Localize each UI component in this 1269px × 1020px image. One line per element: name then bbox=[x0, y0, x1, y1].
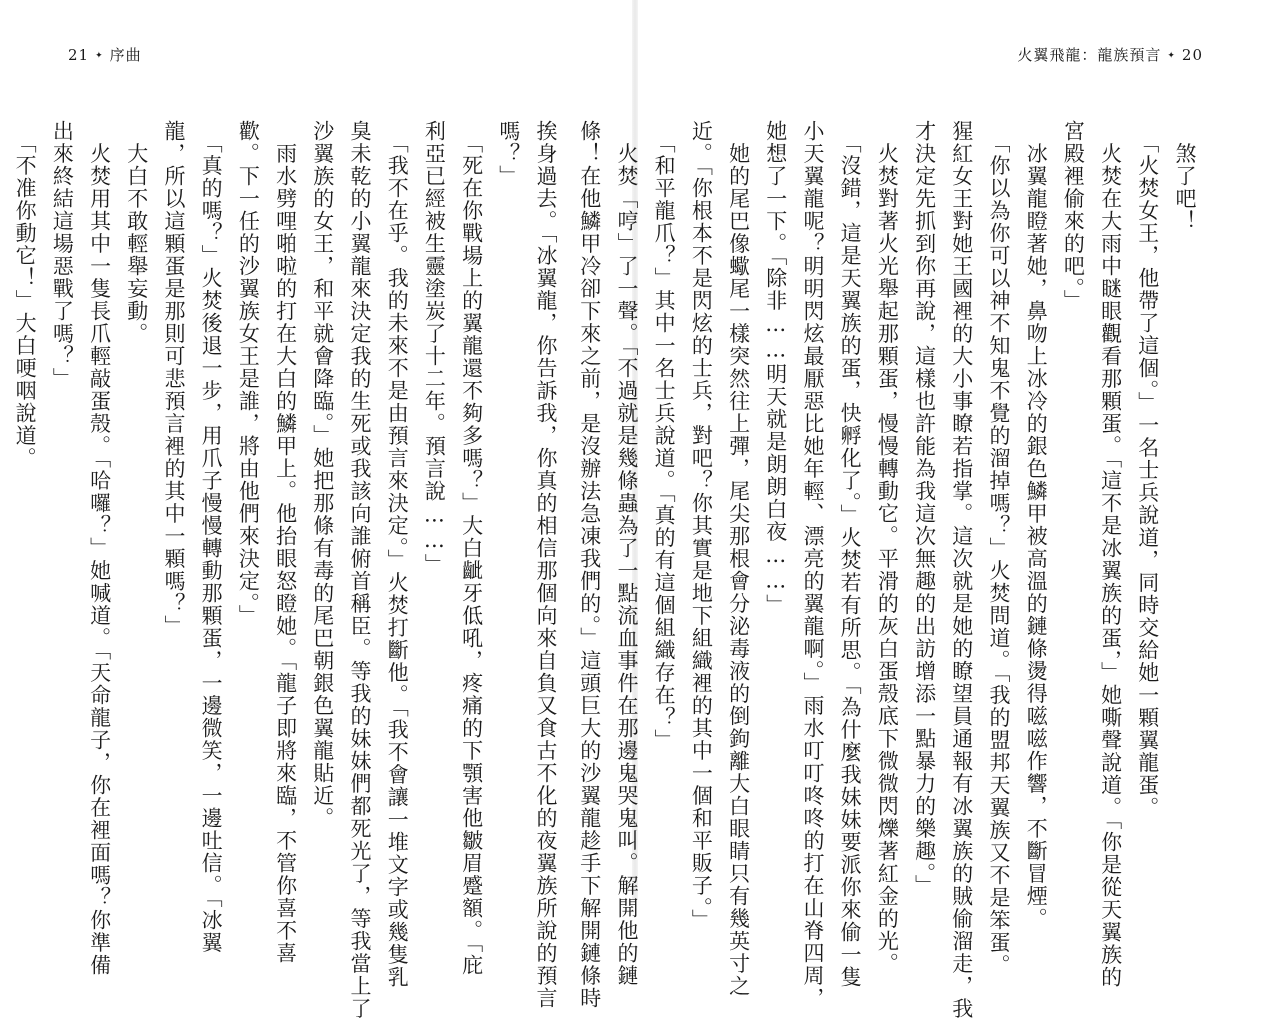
text-line: 龍，所以這顆蛋是那則可悲預言裡的其中一顆嗎？」 bbox=[161, 120, 186, 638]
text-line: 猩紅女王對她王國裡的大小事瞭若指掌。這次就是她的瞭望員通報有冰翼族的賊偷溜走，我 bbox=[949, 120, 974, 1020]
text-line: 條！在他鱗甲冷卻下來之前，是沒辦法急凍我們的。」這頭巨大的沙翼龍趁手下解開鏈條時 bbox=[577, 120, 602, 1010]
text-line: 宮殿裡偷來的吧。」 bbox=[1061, 120, 1086, 312]
text-line: 火焚對著火光舉起那顆蛋，慢慢轉動它。平滑的灰白蛋殼底下微微閃爍著紅金的光。 bbox=[875, 120, 900, 975]
text-line: 雨水劈哩啪啦的打在大白的鱗甲上。他抬眼怒瞪她。「龍子即將來臨，不管你喜不喜 bbox=[273, 120, 298, 965]
page-number-left: 21 bbox=[68, 46, 90, 64]
text-line: 她的尾巴像蠍尾一樣突然往上彈，尾尖那根會分泌毒液的倒鉤離大白眼睛只有幾英寸之 bbox=[726, 120, 751, 998]
separator-star-icon: ✦ bbox=[95, 51, 104, 61]
text-line: 近。「你根本不是閃炫的士兵，對吧？你其實是地下組織裡的其中一個和平販子。」 bbox=[689, 120, 714, 932]
running-head-right bbox=[1017, 44, 1203, 65]
text-line: 火焚用其中一隻長爪輕敲蛋殼。「哈囉？」她喊道。「天命龍子，你在裡面嗎？你準備 bbox=[87, 120, 112, 977]
chapter-title: 序曲 bbox=[109, 46, 142, 64]
book-title: 火翼飛龍：龍族預言 bbox=[1017, 46, 1162, 64]
text-line: 大白不敢輕舉妄動。 bbox=[124, 120, 149, 345]
text-line: 利亞已經被生靈塗炭了十二年。預言說……」 bbox=[422, 120, 447, 576]
text-line: 煞了吧！ bbox=[1173, 120, 1197, 233]
text-line: 冰翼龍瞪著她，鼻吻上冰冷的銀色鱗甲被高溫的鏈條燙得嗞嗞作響，不斷冒煙。 bbox=[1024, 120, 1049, 930]
text-line: 歡。下一任的沙翼族女王是誰，將由他們來決定。」 bbox=[236, 120, 261, 627]
running-head-left bbox=[68, 44, 142, 65]
text-line: 「真的嗎？」火焚後退一步，用爪子慢慢轉動那顆蛋，一邊微笑，一邊吐信。「冰翼 bbox=[199, 120, 224, 954]
text-line: 「不准你動它！」大白哽咽說道。 bbox=[13, 120, 38, 470]
separator-star-icon: ✦ bbox=[1167, 51, 1176, 61]
page-number-right: 20 bbox=[1181, 46, 1203, 64]
text-line: 臭未乾的小翼龍來決定我的生死或我該向誰俯首稱臣。等我的妹妹們都死光了，等我當上了 bbox=[347, 120, 372, 1020]
text-line: 小天翼龍呢？明明閃炫最厭惡比她年輕、漂亮的翼龍啊。」雨水叮叮咚咚的打在山脊四周， bbox=[800, 120, 825, 1010]
text-line: 火焚在大雨中瞇眼觀看那顆蛋。「這不是冰翼族的蛋，」她嘶聲說道。「你是從天翼族的 bbox=[1098, 120, 1123, 989]
text-line: 「沒錯，這是天翼族的蛋，快孵化了。」火焚若有所思。「為什麼我妹妹要派你來偷一隻 bbox=[838, 120, 863, 989]
text-line: 「火焚女王，他帶了這個。」一名士兵說道，同時交給她一顆翼龍蛋。 bbox=[1135, 120, 1160, 819]
text-line: 出來終結這場惡戰了嗎？」 bbox=[50, 120, 75, 390]
text-line: 挨身過去。「冰翼龍，你告訴我，你真的相信那個向來自負又食古不化的夜翼族所說的預言 bbox=[534, 120, 558, 1010]
text-line: 「死在你戰場上的翼龍還不夠多嗎？」大白齜牙低吼，疼痛的下顎害他皺眉蹙額。「庇 bbox=[459, 120, 484, 977]
text-line: 才決定先抓到你再說，這樣也許能為我這次無趣的出訪增添一點暴力的樂趣。」 bbox=[912, 120, 937, 897]
text-line: 沙翼族的女王，和平就會降臨。」她把那條有毒的尾巴朝銀色翼龍貼近。 bbox=[310, 120, 335, 830]
text-line bbox=[0, 120, 6, 845]
text-line: 她想了一下。「除非……明天就是朗朗白夜……」 bbox=[763, 120, 788, 617]
text-line: 「和平龍爪？」其中一名士兵說道。「真的有這個組織存在？」 bbox=[652, 120, 677, 752]
text-line: 火焚「哼」了一聲。「不過就是幾條蟲為了一點流血事件在那邊鬼哭鬼叫。解開他的鏈 bbox=[614, 120, 639, 987]
left-page-text bbox=[13, 120, 564, 1020]
right-page-text bbox=[577, 120, 1203, 1020]
text-line: 嗎？」 bbox=[496, 120, 521, 188]
text-line: 「我不在乎。我的未來不是由預言來決定。」火焚打斷他。「我不會讓一堆文字或幾隻乳 bbox=[385, 120, 410, 989]
text-line: 「你以為你可以神不知鬼不覺的溜掉嗎？」火焚問道。「我的盟邦天翼族又不是笨蛋。 bbox=[986, 120, 1011, 977]
